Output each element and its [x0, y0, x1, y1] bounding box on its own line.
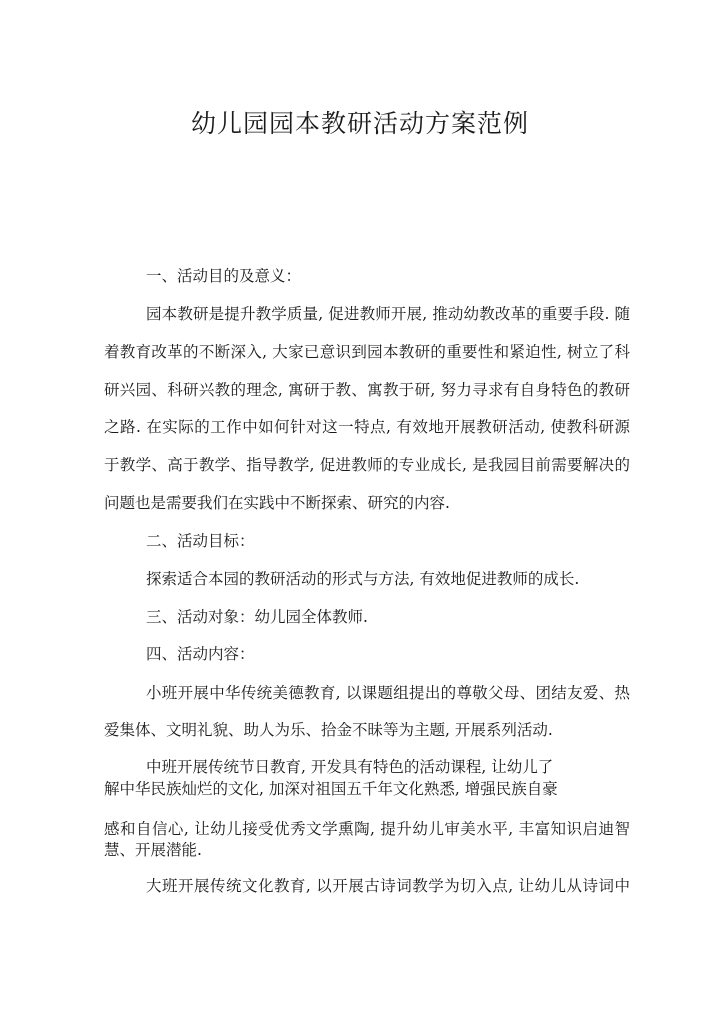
paragraph-line: 大班开展传统文化教育, 以开展古诗词教学为切入点, 让幼儿从诗词中: [146, 877, 630, 895]
paragraph-line: 爱集体、文明礼貌、助人为乐、拾金不昧等为主题, 开展系列活动.: [104, 721, 553, 739]
paragraph-line: 探索适合本园的教研活动的形式与方法, 有效地促进教师的成长.: [146, 570, 580, 588]
section-heading-content: 四、活动内容：: [146, 645, 255, 663]
paragraph-line: 于教学、高于教学、指导教学, 促进教师的专业成长, 是我园目前需要解决的: [104, 456, 630, 474]
paragraph-line: 慧、开展潜能.: [104, 841, 202, 859]
paragraph-line: 感和自信心, 让幼儿接受优秀文学熏陶, 提升幼儿审美水平, 丰富知识启迪智: [104, 820, 630, 838]
paragraph-line: 问题也是需要我们在实践中不断探索、研究的内容.: [104, 494, 450, 512]
paragraph-line: 园本教研是提升教学质量, 促进教师开展, 推动幼教改革的重要手段. 随: [146, 305, 630, 323]
paragraph-line: 着教育改革的不断深入, 大家已意识到园本教研的重要性和紧迫性, 树立了科: [104, 343, 630, 361]
paragraph-line: 小班开展中华传统美德教育, 以课题组提出的尊敬父母、团结友爱、热: [146, 684, 630, 702]
paragraph-line: 中班开展传统节日教育, 开发具有特色的活动课程, 让幼儿了: [146, 758, 554, 776]
paragraph-line: 之路. 在实际的工作中如何针对这一特点, 有效地开展教研活动, 使教科研源: [104, 418, 630, 436]
paragraph-line: 解中华民族灿烂的文化, 加深对祖国五千年文化熟悉, 增强民族自豪: [104, 780, 558, 798]
section-heading-goal: 二、活动目标：: [146, 532, 255, 550]
section-heading-purpose: 一、活动目的及意义：: [146, 267, 302, 285]
section-heading-audience: 三、活动对象：幼儿园全体教师.: [146, 608, 368, 626]
paragraph-line: 研兴园、科研兴教的理念, 寓研于教、寓教于研, 努力寻求有自身特色的教研: [104, 381, 630, 399]
document-title: 幼儿园园本教研活动方案范例: [190, 109, 529, 138]
